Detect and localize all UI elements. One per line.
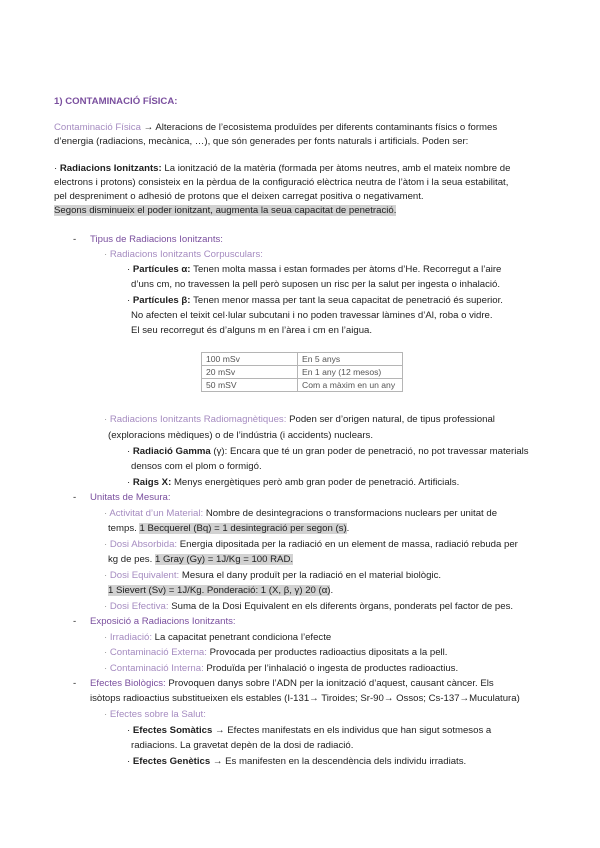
- bullet-icon: ·: [127, 756, 131, 767]
- bullet-icon: ·: [127, 477, 131, 488]
- interna-line: [104, 662, 458, 675]
- irradiacio-text: La capacitat penetrant condiciona l’efecte: [154, 632, 332, 643]
- salut-line: [104, 708, 206, 721]
- sub-bullet-icon: ·: [104, 414, 108, 425]
- alpha-term: Partícules α:: [132, 264, 191, 275]
- genetics-term: Efectes Genètics: [132, 756, 211, 767]
- efectes-dash: -: [73, 678, 77, 689]
- equivalent-line-2: [108, 584, 333, 597]
- alpha-line-2: d’uns cm, no travessen la pell però suposen un risc per la salut per ingesta o inhalació.: [131, 279, 501, 290]
- activitat-line-1: [104, 507, 497, 520]
- absorbida-term: Dosi Absorbida:: [109, 539, 178, 550]
- gamma-line-2: densos com el plom o formigó.: [131, 461, 262, 472]
- externa-term: Contaminació Externa:: [109, 647, 207, 658]
- exposicio-dash: -: [73, 616, 77, 627]
- somatics-line-2: radiacions. La gravetat depèn de la dosi de radiació.: [131, 740, 354, 751]
- heading-number: 1): [54, 96, 63, 107]
- intro-text-1: Alteracions de l’ecosistema produïdes per diferents contaminants físics o formes: [155, 122, 498, 133]
- efectiva-text-1: Suma de la Dosi Equivalent en els diferents òrgans, ponderats pel factor de pes.: [171, 601, 514, 612]
- table-cell: En 1 any (12 mesos): [298, 366, 403, 379]
- heading-title: CONTAMINACIÓ FÍSICA:: [65, 96, 178, 107]
- equivalent-text-1: Mesura el dany produït per la radiació en el material biològic.: [181, 570, 442, 581]
- radiomag-line-1: [104, 413, 495, 426]
- table-cell: Com a màxim en un any: [298, 379, 403, 392]
- sub-bullet-icon: ·: [104, 601, 108, 612]
- beta-line-1: [127, 294, 503, 307]
- efectes-isotopes: (I-131→ Tiroides; Sr-90→ Ossos; Cs-137→Muculatura): [284, 693, 520, 704]
- arrow-icon: →: [143, 122, 154, 133]
- activitat-term: Activitat d’un Material:: [109, 508, 204, 519]
- alpha-text-1: Tenen molta massa i estan formades per àtoms d’He. Recorregut a l’aire: [193, 264, 502, 275]
- sub-bullet-icon: ·: [104, 632, 108, 643]
- radiacions-line-2: electrons i protons) consisteix en la pèrdua de la configuració elèctrica neutra de l’àtom i la seua estabilitat,: [54, 177, 509, 188]
- section-heading: [54, 95, 177, 108]
- beta-line-2: No afecten el teixit cel·lular subcutani i no poden travessar làmines d’Al, roba o vidre.: [131, 310, 493, 321]
- corpusculars-title: Radiacions Ionitzants Corpusculars:: [109, 249, 263, 260]
- irradiacio-term: Irradiació:: [109, 632, 152, 643]
- salut-title: Efectes sobre la Salut:: [109, 709, 206, 720]
- x-text-1: Menys energètiques però amb gran poder de penetració. Artificials.: [173, 477, 460, 488]
- intro-term: Contaminació Física: [54, 122, 141, 133]
- radiomag-line-2: (exploracions mèdiques) o de l’indústria (i accidents) nuclears.: [108, 430, 374, 441]
- bullet-icon: ·: [127, 446, 131, 457]
- x-line-1: [127, 476, 459, 489]
- interna-text: Produïda per l’inhalació o ingesta de productes radioactius.: [206, 663, 459, 674]
- efectes-line-1: [90, 677, 494, 690]
- gamma-text-1: Encara que té un gran poder de penetració, no pot travessar materials: [229, 446, 529, 457]
- table-row: [202, 379, 403, 392]
- bullet-icon: ·: [127, 725, 131, 736]
- table-cell: 50 mSV: [202, 379, 298, 392]
- genetics-line: [127, 755, 466, 768]
- radiacions-line-4: [54, 204, 396, 217]
- somatics-line-1: [127, 724, 491, 737]
- externa-line: [104, 646, 447, 659]
- table-row: [202, 366, 403, 379]
- corpusculars-line: [104, 248, 263, 261]
- absorbida-line-1: [104, 538, 518, 551]
- alpha-line-1: [127, 263, 501, 276]
- interna-term: Contaminació Interna:: [109, 663, 204, 674]
- equivalent-highlight: 1 Sievert (Sv) = 1J/Kg. Ponderació: 1 (X, β, γ) 20 (α): [108, 585, 331, 596]
- intro-line-2: d’energia (radiacions, mecànica, …), que són generades per fonts naturals i artificials. Poden ser:: [54, 136, 469, 147]
- gamma-symbol: (γ):: [213, 446, 228, 457]
- sub-bullet-icon: ·: [104, 508, 108, 519]
- equivalent-end: .: [330, 585, 334, 596]
- bullet-icon: ·: [54, 163, 58, 174]
- radiacions-line-1: [54, 162, 510, 175]
- dose-table: [201, 352, 403, 392]
- radiacions-highlight: Segons disminueix el poder ionitzant, augmenta la seua capacitat de penetració.: [54, 205, 397, 216]
- efectes-text-1: Provoquen danys sobre l’ADN per la ionització d’aquest, causant càncer. Els: [168, 678, 494, 689]
- absorbida-highlight: 1 Gray (Gy) = 1J/Kg = 100 RAD.: [154, 554, 294, 565]
- sub-bullet-icon: ·: [104, 647, 108, 658]
- radiacions-line-3: pel despreniment o adhesió de protons que el deixen carregat positiva o negativament.: [54, 191, 424, 202]
- sub-bullet-icon: ·: [104, 539, 108, 550]
- beta-term: Partícules β:: [132, 295, 191, 306]
- equivalent-term: Dosi Equivalent:: [109, 570, 180, 581]
- efectiva-term: Dosi Efectiva:: [109, 601, 169, 612]
- bullet-icon: ·: [127, 264, 131, 275]
- intro-line-1: [54, 121, 497, 134]
- arrow-icon: →: [212, 756, 223, 767]
- beta-text-1: Tenen menor massa per tant la seua capacitat de penetració és superior.: [193, 295, 503, 306]
- tipus-title: Tipus de Radiacions Ionitzants:: [90, 234, 223, 245]
- arrow-icon: →: [215, 725, 225, 736]
- unitats-dash: -: [73, 492, 77, 503]
- efectes-title: Efectes Biològics:: [90, 678, 166, 689]
- activitat-highlight: 1 Becquerel (Bq) = 1 desintegració per segon (s): [139, 523, 347, 534]
- absorbida-line-2: [108, 553, 293, 566]
- table-row: [202, 353, 403, 366]
- radiomag-text-1: Poden ser d’origen natural, de tipus professional: [289, 414, 495, 425]
- activitat-text-2: temps.: [108, 523, 137, 534]
- sub-bullet-icon: ·: [104, 570, 108, 581]
- bullet-icon: ·: [127, 295, 131, 306]
- tipus-dash: -: [73, 234, 77, 245]
- exposicio-title: Exposició a Radiacions Ionitzants:: [90, 616, 236, 627]
- radiacions-text-1: La ionització de la matèria (formada per àtoms neutres, amb el mateix nombre de: [164, 163, 511, 174]
- activitat-text-1: Nombre de desintegracions o transformacions nuclears per unitat de: [205, 508, 498, 519]
- efectes-text-2: isòtops radioactius substitueixen els estables: [90, 693, 282, 704]
- efectes-line-2: [90, 692, 520, 705]
- radiacions-term: Radiacions Ionitzants:: [59, 163, 162, 174]
- beta-line-3: El seu recorregut és d’alguns m en l’àrea i cm en l’aigua.: [131, 325, 373, 336]
- sub-bullet-icon: ·: [104, 249, 108, 260]
- table-cell: En 5 anys: [298, 353, 403, 366]
- equivalent-line-1: [104, 569, 441, 582]
- efectiva-line-1: [104, 600, 513, 613]
- somatics-text-1: Efectes manifestats en els individus que han sigut sotmesos a: [227, 725, 492, 736]
- absorbida-text-1: Energia dipositada per la radiació en un element de massa, radiació rebuda per: [179, 539, 518, 550]
- somatics-term: Efectes Somàtics: [132, 725, 213, 736]
- activitat-line-2: [108, 522, 349, 535]
- irradiacio-line: [104, 631, 331, 644]
- table-cell: 20 mSv: [202, 366, 298, 379]
- externa-text: Provocada per productes radioactius dipositats a la pell.: [209, 647, 448, 658]
- gamma-line-1: [127, 445, 529, 458]
- activitat-end: .: [346, 523, 350, 534]
- table-cell: 100 mSv: [202, 353, 298, 366]
- gamma-term: Radiació Gamma: [132, 446, 211, 457]
- sub-bullet-icon: ·: [104, 709, 108, 720]
- sub-bullet-icon: ·: [104, 663, 108, 674]
- genetics-text: Es manifesten en la descendència dels individu irradiats.: [225, 756, 467, 767]
- radiomag-title: Radiacions Ionitzants Radiomagnètiques:: [109, 414, 287, 425]
- absorbida-text-2: kg de pes.: [108, 554, 153, 565]
- unitats-title: Unitats de Mesura:: [90, 492, 171, 503]
- x-term: Raigs X:: [132, 477, 172, 488]
